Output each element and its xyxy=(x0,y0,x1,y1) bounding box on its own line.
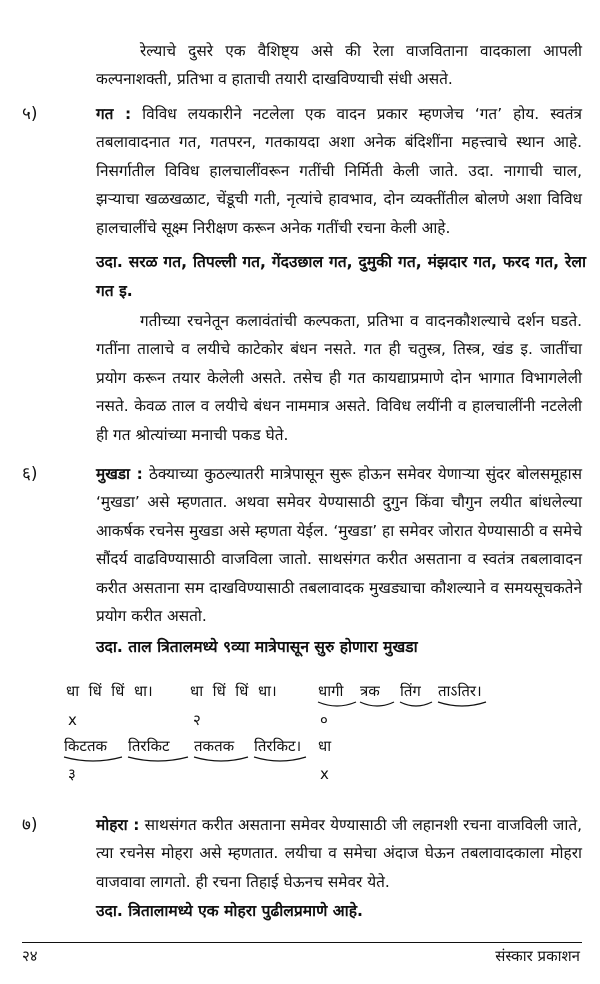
section-7-text: साथसंगत करीत असताना समेवर येण्यासाठी जी लहानशी रचना वाजविली जाते, त्या रचनेस मोहरा असे म्हणतात. लयीचा व समेचा अंदाज घेऊन तबलावादकाला मोहरा वाजवावा लागतो. ही रचना तिहाई घेऊनच समेवर येते. xyxy=(96,816,583,891)
section-7-term: मोहरा : xyxy=(96,816,140,834)
tali-mark-sam-2: x xyxy=(320,765,329,783)
intro-paragraph: रेल्याचे दुसरे एक वैशिष्ट्य असे की रेला वाजविताना वादकाला आपली कल्पनाशक्ती, प्रतिभा व हाताची तयारी दाखविण्याची संधी असते. xyxy=(96,42,582,89)
footer-rule xyxy=(22,942,582,943)
section-6-term: मुखडा : xyxy=(96,465,143,483)
arc-tirakit-2 xyxy=(254,757,306,761)
bol-takatak: तकतक xyxy=(194,737,235,755)
arc-ting xyxy=(400,702,432,706)
bol-dhagi: धागी xyxy=(318,682,344,700)
arc-kitatak xyxy=(64,757,122,761)
section-6-number: ६) xyxy=(22,464,38,484)
section-5-text: विविध लयकारीने नटलेला एक वादन प्रकार म्हणजेच ‘गत’ होय. स्वतंत्र तबलावादनात गत, गतपरन, गतकायदा अशा अनेक बंदिशींना महत्त्वाचे स्थान आहे. निसर्गातील विविध हालचालींवरून गतींची निर्मिती केली जाते. उदा. नागाची चाल, झऱ्याचा खळखळाट, चेंडूची गती, नृत्यांचे हावभाव, दोन व्यक्तींतील बोलणे अशा विविध हालचालींचे सूक्ष्म निरीक्षण करून अनेक गतींची रचना केली आहे. xyxy=(96,105,583,237)
arc-tirakit-1 xyxy=(128,757,188,761)
section-6-example-heading: उदा. ताल त्रितालमध्ये ९व्या मात्रेपासून सुरु होणारा मुखडा xyxy=(96,638,418,656)
bol-kitatak: किटतक xyxy=(64,737,108,755)
arc-tatir xyxy=(438,702,486,706)
bol-trak: त्रक xyxy=(360,682,380,700)
arc-takatak xyxy=(194,757,248,761)
bol-tirakit-1: तिरकिट xyxy=(128,737,170,755)
arc-trak xyxy=(360,702,394,706)
section-7-number: ७) xyxy=(22,815,38,835)
section-7-example: उदा. त्रितालामध्ये एक मोहरा पुढीलप्रमाणे आहे. xyxy=(96,902,363,920)
bol-dha-end: धा xyxy=(318,737,332,755)
tali-mark-2: २ xyxy=(193,711,201,729)
khali-mark-0: ० xyxy=(320,711,328,729)
bol-tatir: ताऽतिर। xyxy=(438,682,482,700)
section-5-examples: उदा. सरळ गत, तिपल्ली गत, गेंदउछाल गत, दुमुकी गत, मंझदार गत, फरद गत, रेला गत इ. xyxy=(96,253,586,300)
publisher-name: संस्कार प्रकाशन xyxy=(495,947,580,965)
tali-mark-3: ३ xyxy=(68,765,76,783)
bol-tirakit-2: तिरकिट। xyxy=(254,737,302,755)
section-5-paragraph-2: गतीच्या रचनेतून कलावंतांची कल्पकता, प्रतिभा व वादनकौशल्याचे दर्शन घडते. गतींना तालाचे व लयीचे काटेकोर बंधन नसते. गत ही चतुस्त्र, तिस्त्र, खंड इ. जातींचा प्रयोग करून तयार केलेली असते. तसेच ही गत कायद्याप्रमाणे दोन भागात विभागलेली नसते. केवळ ताल व लयीचे बंधन नाममात्र असते. विविध लयींनी व हालचालींनी नटलेली ही गत श्रोत्यांच्या मनाची पकड घेते. xyxy=(96,312,582,444)
section-7-paragraph xyxy=(96,811,582,896)
section-5-term: गत : xyxy=(96,105,132,123)
bol-group-1: धा धिं धिं धा। xyxy=(66,682,153,700)
arc-dhagi xyxy=(318,702,356,706)
section-5-number: ५) xyxy=(22,104,38,124)
tali-mark-sam: x xyxy=(68,711,77,729)
page-number: २४ xyxy=(22,947,38,965)
section-6-text: ठेक्याच्या कुठल्यातरी मात्रेपासून सुरू होऊन समेवर येणाऱ्या सुंदर बोलसमूहास ‘मुखडा’ असे म्हणतात. अथवा समेवर येण्यासाठी दुगुन किंवा चौगुन लयीत बांधलेल्या आकर्षक रचनेस मुखडा असे म्हणता येईल. ‘मुखडा’ हा समेवर जोरात येण्यासाठी व समेचे सौंदर्य वाढविण्यासाठी वाजविला जातो. साथसंगत करीत असताना व स्वतंत्र तबलावादन करीत असताना सम दाखविण्यासाठी तबलावादक मुखड्याचा कौशल्याने व समयसूचकतेने प्रयोग करीत असतो. xyxy=(96,465,582,626)
bol-group-2: धा धिं धिं धा। xyxy=(190,682,277,700)
bol-ting: तिंग xyxy=(400,682,421,700)
